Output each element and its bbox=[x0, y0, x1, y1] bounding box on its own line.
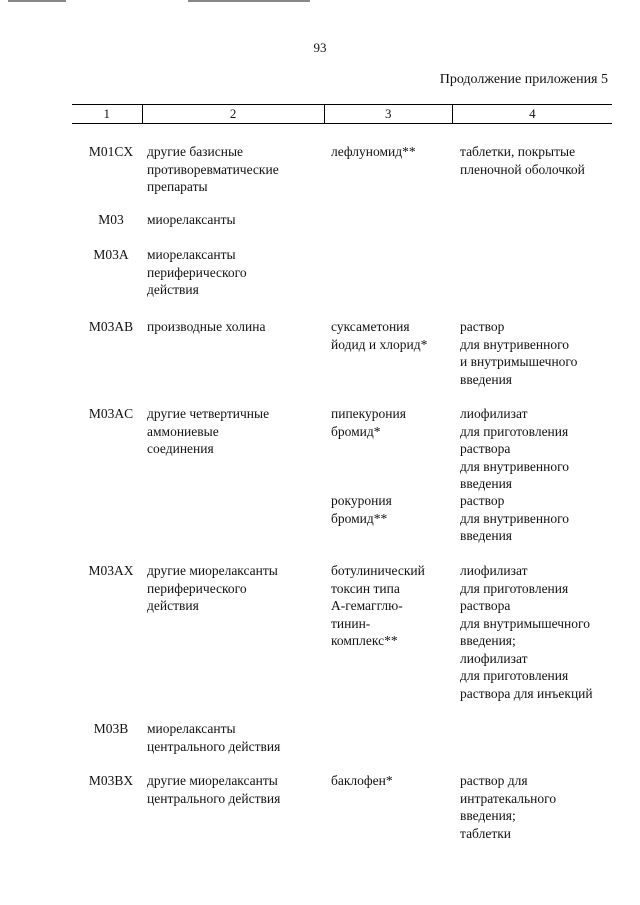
dosage-form-line: раствора bbox=[460, 441, 511, 456]
group-name bbox=[147, 318, 322, 336]
drug-name-line: ботулинический bbox=[331, 563, 425, 578]
atc-code: M03A bbox=[93, 247, 129, 262]
group-name bbox=[147, 246, 322, 299]
group-name bbox=[147, 720, 322, 755]
group-name-line: другие четвертичные bbox=[147, 406, 270, 421]
atc-code: M01CX bbox=[88, 144, 134, 159]
dosage-form-line: таблетки, покрытые bbox=[460, 144, 576, 159]
dosage-form-line: раствора bbox=[460, 598, 511, 613]
dosage-form-line: интратекального bbox=[460, 790, 557, 806]
dosage-form-line: введения bbox=[460, 476, 513, 491]
group-name-line: соединения bbox=[147, 441, 214, 456]
group-name-line: центрального действия bbox=[147, 738, 281, 754]
drug-name-line: лефлуномид** bbox=[331, 144, 416, 159]
dosage-form-line: для внутривенного bbox=[460, 458, 570, 474]
dosage-form-line: введения; bbox=[460, 633, 516, 648]
group-name-line: периферического bbox=[147, 580, 247, 596]
dosage-form-line: введения bbox=[460, 371, 513, 387]
dosage-form-line: для приготовления bbox=[460, 668, 569, 683]
dosage-form bbox=[460, 562, 620, 702]
header-col-2: 2 bbox=[143, 105, 325, 123]
group-name-line: центрального действия bbox=[147, 790, 281, 806]
drug-name-line: комплекс** bbox=[331, 633, 398, 648]
group-name-line: другие базисные bbox=[147, 144, 244, 159]
dosage-form-line: для внутривенного bbox=[460, 336, 570, 352]
dosage-form-line: раствор для bbox=[460, 773, 528, 788]
drug-name-line: пипекурония bbox=[331, 406, 406, 421]
group-name-line: другие миорелаксанты bbox=[147, 773, 278, 788]
dosage-form-line: введения bbox=[460, 528, 513, 543]
dosage-form-line: лиофилизат bbox=[460, 563, 528, 578]
header-col-1: 1 bbox=[72, 105, 143, 123]
dosage-form bbox=[460, 405, 620, 493]
drug-name bbox=[331, 562, 451, 650]
group-name-line: противоревматические bbox=[147, 161, 279, 177]
group-name-line: производные холина bbox=[147, 319, 266, 334]
drug-name-line: бромид** bbox=[331, 510, 388, 526]
dosage-form-line: лиофилизат bbox=[460, 650, 528, 666]
dosage-form-line: для приготовления bbox=[460, 580, 569, 596]
drug-name bbox=[331, 492, 451, 527]
group-name bbox=[147, 562, 322, 615]
group-name-line: действия bbox=[147, 598, 199, 613]
dosage-form-line: и внутримышечного bbox=[460, 354, 578, 369]
dosage-form-line: для внутримышечного bbox=[460, 615, 590, 631]
dosage-form bbox=[460, 772, 620, 842]
atc-code: M03B bbox=[93, 721, 129, 736]
dosage-form-line: раствора для инъекций bbox=[460, 685, 593, 701]
header-col-3: 3 bbox=[325, 105, 453, 123]
atc-code: M03AX bbox=[88, 563, 134, 578]
dosage-form bbox=[460, 143, 620, 178]
drug-name bbox=[331, 143, 451, 161]
group-name-line: периферического bbox=[147, 264, 247, 280]
drug-name-line: суксаметония bbox=[331, 319, 410, 334]
atc-code: M03AC bbox=[88, 406, 134, 421]
group-name bbox=[147, 405, 322, 458]
drug-name-line: рокурония bbox=[331, 493, 392, 508]
dosage-form-line: введения; bbox=[460, 808, 516, 823]
group-name bbox=[147, 211, 322, 229]
atc-code: M03AB bbox=[88, 319, 134, 334]
group-name-line: препараты bbox=[147, 179, 208, 194]
scan-mark-right bbox=[188, 0, 310, 2]
dosage-form-line: раствор bbox=[460, 493, 505, 508]
dosage-form-line: для приготовления bbox=[460, 423, 569, 439]
drug-name-line: бромид* bbox=[331, 423, 381, 439]
dosage-form bbox=[460, 318, 620, 388]
drug-name bbox=[331, 772, 451, 790]
group-name-line: другие миорелаксанты bbox=[147, 563, 278, 578]
header-col-4: 4 bbox=[529, 106, 536, 121]
continuation-note: Продолжение приложения 5 bbox=[439, 72, 608, 87]
dosage-form-line: раствор bbox=[460, 319, 505, 334]
dosage-form bbox=[460, 492, 620, 545]
drug-name-line: А-гемагглю- bbox=[331, 598, 403, 613]
drug-name-line: баклофен* bbox=[331, 773, 393, 788]
group-name-line: миорелаксанты bbox=[147, 247, 236, 262]
group-name-line: миорелаксанты bbox=[147, 721, 236, 736]
dosage-form-line: пленочной оболочкой bbox=[460, 161, 585, 177]
table-header bbox=[72, 104, 612, 124]
dosage-form-line: таблетки bbox=[460, 825, 512, 841]
dosage-form-line: лиофилизат bbox=[460, 406, 528, 421]
group-name bbox=[147, 772, 322, 807]
drug-name-line: токсин типа bbox=[331, 580, 400, 596]
scan-mark-left bbox=[8, 0, 66, 2]
atc-code: M03BX bbox=[88, 773, 134, 788]
group-name-line: действия bbox=[147, 282, 199, 297]
page-number: 93 bbox=[313, 40, 327, 55]
group-name bbox=[147, 143, 322, 196]
atc-code: M03 bbox=[98, 212, 124, 227]
drug-name-line: йодид и хлорид* bbox=[331, 336, 428, 352]
group-name-line: миорелаксанты bbox=[147, 212, 236, 227]
drug-name bbox=[331, 405, 451, 440]
dosage-form-line: для внутривенного bbox=[460, 510, 570, 526]
drug-name-line: тинин- bbox=[331, 615, 371, 631]
group-name-line: аммониевые bbox=[147, 423, 219, 439]
drug-name bbox=[331, 318, 451, 353]
